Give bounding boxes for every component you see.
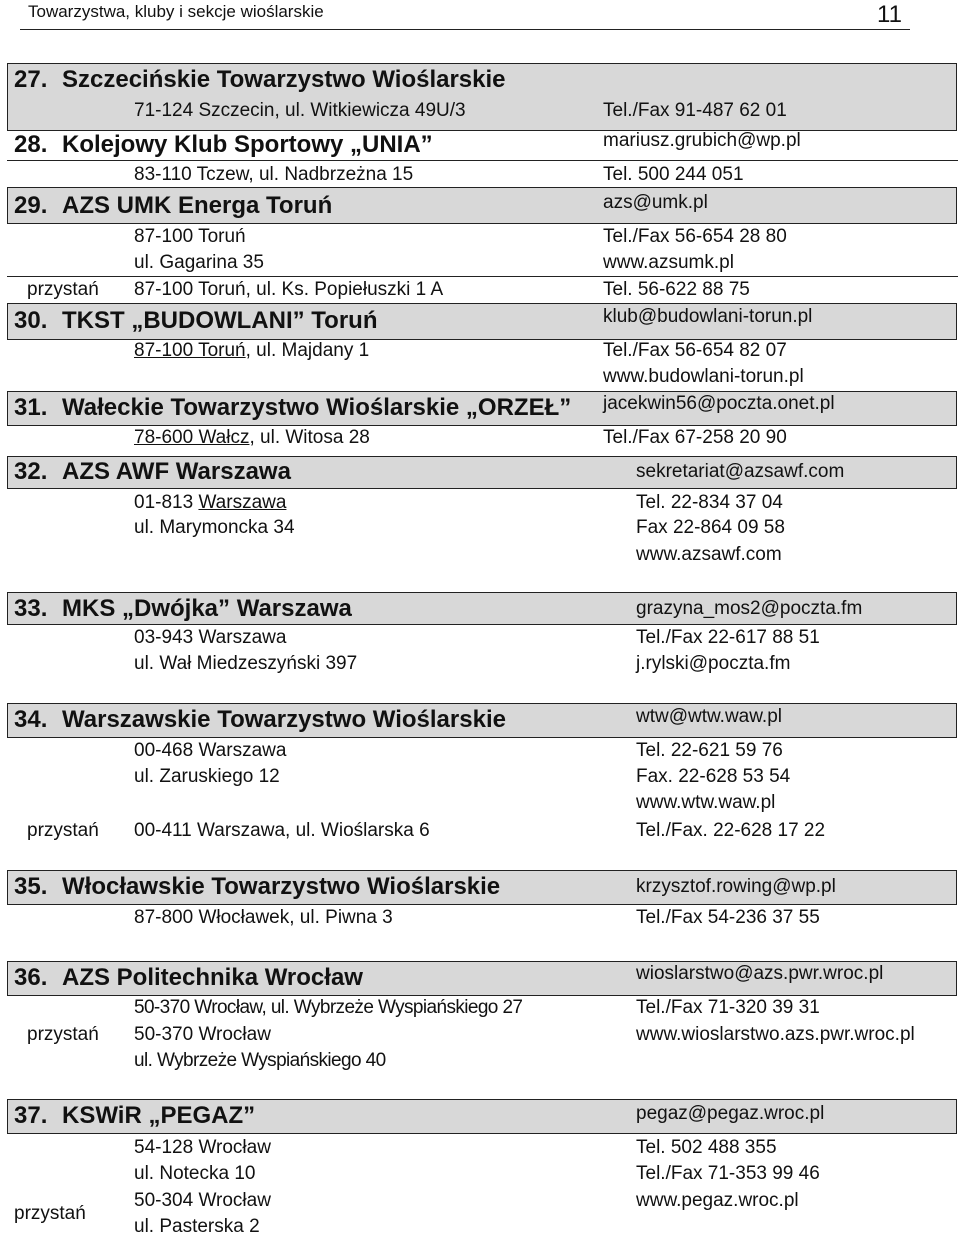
club-28-phone: Tel. 500 244 051 [603,164,744,185]
club-number: 32. [14,458,48,485]
club-37-address-line2: ul. Notecka 10 [134,1163,256,1184]
club-number: 34. [14,706,48,733]
club-name: AZS AWF Warszawa [62,458,291,485]
club-31-phone: Tel./Fax 67-258 20 90 [603,427,787,448]
club-29-harbor-phone: Tel. 56-622 88 75 [603,279,750,300]
club-number: 29. [14,192,48,219]
club-name-37 [14,1102,255,1130]
club-34-address-line1: 00-468 Warszawa [134,740,287,761]
separator-rule [7,160,958,161]
page-number: 11 [877,1,902,28]
club-32-fax: Fax 22-864 09 58 [636,517,785,538]
club-30-website[interactable]: www.budowlani-torun.pl [603,366,804,387]
club-37-phone: Tel. 502 488 355 [636,1137,777,1158]
club-number: 28. [14,131,48,158]
club-33-address-line2: ul. Wał Miedzeszyński 397 [134,653,358,674]
club-33-phone: Tel./Fax 22-617 88 51 [636,627,820,648]
club-name-30 [14,307,378,335]
club-30-city-link[interactable]: 87-100 Toruń [134,340,246,361]
club-28-address: 83-110 Tczew, ul. Nadbrzeżna 15 [134,164,414,185]
club-29-address-line2: ul. Gagarina 35 [134,252,264,273]
club-number: 27. [14,66,48,93]
club-34-harbor-phone: Tel./Fax. 22-628 17 22 [636,820,826,841]
club-32-city-link[interactable]: Warszawa [198,492,287,513]
club-34-fax: Fax. 22-628 53 54 [636,766,791,787]
club-number: 35. [14,873,48,900]
club-37-harbor-address-line1: 50-304 Wrocław [134,1190,271,1211]
club-36-harbor-address-line1: 50-370 Wrocław [134,1024,271,1045]
club-36-email[interactable]: wioslarstwo@azs.pwr.wroc.pl [636,963,884,984]
club-31-email[interactable]: jacekwin56@poczta.onet.pl [603,393,835,414]
club-name-31 [14,394,571,422]
club-32-address-line1 [134,492,286,514]
running-header-title: Towarzystwa, kluby i sekcje wioślarskie [28,2,324,21]
club-32-address-line2: ul. Marymoncka 34 [134,517,295,538]
club-name-33 [14,595,352,623]
club-32-phone: Tel. 22-834 37 04 [636,492,783,513]
separator-rule [7,276,958,277]
club-36-phone: Tel./Fax 71-320 39 31 [636,997,820,1018]
club-33-email[interactable]: grazyna_mos2@poczta.fm [636,598,863,619]
club-31-address [134,427,370,449]
club-37-harbor-address-line2: ul. Pasterska 2 [134,1216,260,1237]
club-30-phone: Tel./Fax 56-654 82 07 [603,340,787,361]
club-37-phone2: Tel./Fax 71-353 99 46 [636,1163,820,1184]
harbor-label: przystań [27,820,99,841]
club-number: 30. [14,307,48,334]
club-30-email[interactable]: klub@budowlani-torun.pl [603,306,813,327]
club-32-website[interactable]: www.azsawf.com [636,544,782,565]
club-number: 37. [14,1102,48,1129]
club-36-address: 50-370 Wrocław, ul. Wybrzeże Wyspiańskiego 27 [134,997,523,1018]
club-35-email[interactable]: krzysztof.rowing@wp.pl [636,876,836,897]
club-28-email[interactable]: mariusz.grubich@wp.pl [603,130,801,151]
club-name: TKST „BUDOWLANI” Toruń [62,307,378,334]
club-number: 36. [14,964,48,991]
club-name: Włocławskie Towarzystwo Wioślarskie [62,873,501,900]
club-33-address-line1: 03-943 Warszawa [134,627,287,648]
club-29-website[interactable]: www.azsumk.pl [603,252,734,273]
club-27-address: 71-124 Szczecin, ul. Witkiewicza 49U/3 [134,100,466,121]
harbor-label: przystań [14,1203,86,1224]
club-name: MKS „Dwójka” Warszawa [62,595,352,622]
harbor-label: przystań [27,279,99,300]
club-34-address-line2: ul. Zaruskiego 12 [134,766,280,787]
header-rule [20,29,910,30]
club-35-phone: Tel./Fax 54-236 37 55 [636,907,820,928]
club-33-email2[interactable]: j.rylski@poczta.fm [636,653,791,674]
harbor-label: przystań [27,1024,99,1045]
club-29-harbor-address: 87-100 Toruń, ul. Ks. Popiełuszki 1 A [134,279,444,300]
club-30-address [134,340,369,362]
club-34-website[interactable]: www.wtw.waw.pl [636,792,776,813]
club-30-street: , ul. Majdany 1 [245,340,370,361]
club-34-harbor-address: 00-411 Warszawa, ul. Wioślarska 6 [134,820,430,841]
club-name: Wałeckie Towarzystwo Wioślarskie „ORZEŁ” [62,394,572,421]
club-name-34 [14,706,506,734]
club-name-28 [14,131,433,159]
club-name: Warszawskie Towarzystwo Wioślarskie [62,706,506,733]
club-34-phone: Tel. 22-621 59 76 [636,740,783,761]
club-number: 31. [14,394,48,421]
club-name-27 [14,66,506,94]
club-name-29 [14,192,332,220]
club-29-phone: Tel./Fax 56-654 28 80 [603,226,787,247]
club-37-address-line1: 54-128 Wrocław [134,1137,271,1158]
club-number: 33. [14,595,48,622]
club-name: Szczecińskie Towarzystwo Wioślarskie [62,66,506,93]
club-37-email[interactable]: pegaz@pegaz.wroc.pl [636,1103,825,1124]
club-name: AZS Politechnika Wrocław [62,964,363,991]
club-name-36 [14,964,363,992]
club-name: KSWiR „PEGAZ” [62,1102,256,1129]
club-32-zip: 01-813 [134,492,199,513]
club-name-35 [14,873,500,901]
club-37-harbor-website[interactable]: www.pegaz.wroc.pl [636,1190,799,1211]
club-32-email[interactable]: sekretariat@azsawf.com [636,461,845,482]
club-29-email[interactable]: azs@umk.pl [603,192,708,213]
club-31-city-link[interactable]: 78-600 Wałcz [134,427,250,448]
club-name: AZS UMK Energa Toruń [62,192,333,219]
club-36-harbor-website[interactable]: www.wioslarstwo.azs.pwr.wroc.pl [636,1024,915,1045]
club-31-street: , ul. Witosa 28 [249,427,370,448]
club-34-email[interactable]: wtw@wtw.waw.pl [636,706,782,727]
club-36-harbor-address-line2: ul. Wybrzeże Wyspiańskiego 40 [134,1050,386,1071]
club-name: Kolejowy Klub Sportowy „UNIA” [62,131,433,158]
club-35-address: 87-800 Włocławek, ul. Piwna 3 [134,907,393,928]
club-27-phone: Tel./Fax 91-487 62 01 [603,100,787,121]
club-name-32 [14,458,291,486]
club-29-address-line1: 87-100 Toruń [134,226,246,247]
